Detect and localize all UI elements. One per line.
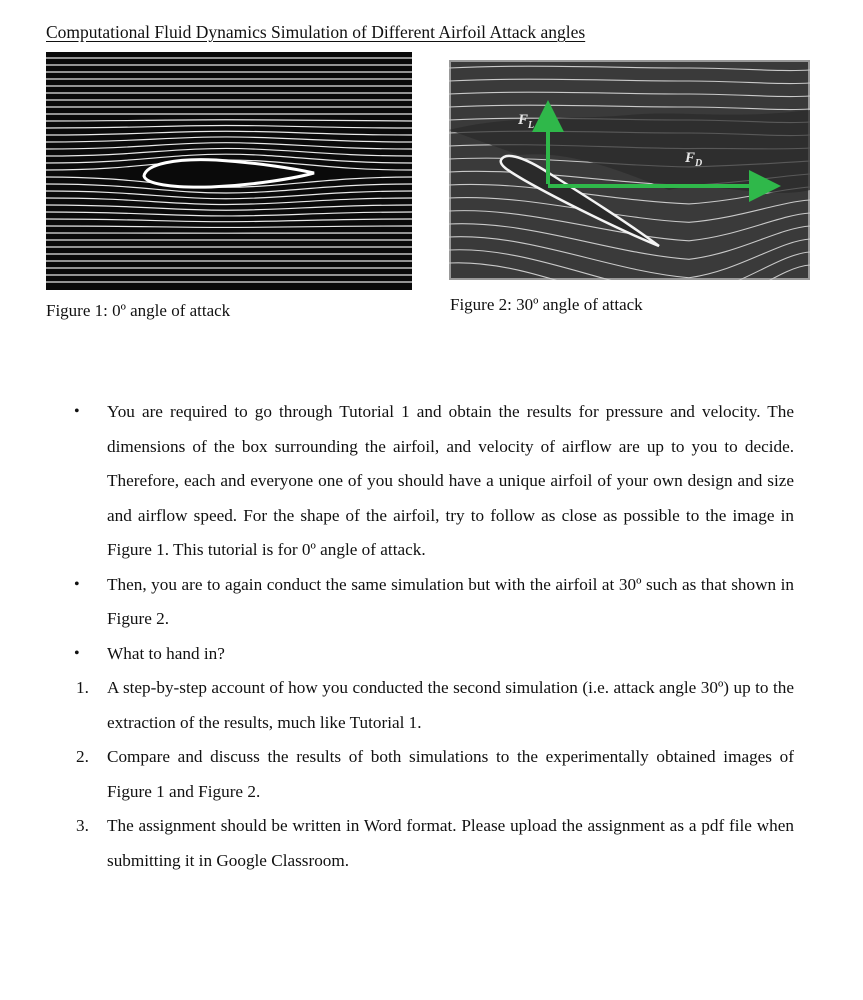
bullet-marker: • <box>74 575 80 593</box>
bullet-text: What to hand in? <box>107 643 225 663</box>
bullet-item <box>46 395 794 568</box>
bullet-item <box>46 637 794 672</box>
figure-1-caption: Figure 1: 0º angle of attack <box>46 301 231 320</box>
drag-label: $F_D$ <box>685 150 703 169</box>
bullet-marker: • <box>74 644 80 662</box>
lift-label: $F_L$ <box>518 112 535 131</box>
document-title: Computational Fluid Dynamics Simulation of Different Airfoil Attack angles <box>46 22 586 42</box>
figure-1-image <box>46 52 412 290</box>
figure-2-flow-graphic <box>449 60 810 280</box>
number-marker: 3. <box>76 816 89 835</box>
figure-2-image <box>449 60 810 280</box>
numbered-text: The assignment should be written in Word format. Please upload the assignment as a pdf file when submitting it in Google Classroom. <box>107 816 794 870</box>
number-marker: 2. <box>76 747 89 766</box>
figure-2-caption: Figure 2: 30º angle of attack <box>450 295 643 314</box>
numbered-item <box>46 809 794 878</box>
bullet-item <box>46 568 794 637</box>
bullet-text: Then, you are to again conduct the same simulation but with the airfoil at 30º such as that shown in Figure 2. <box>107 574 794 628</box>
bullet-marker: • <box>74 403 80 420</box>
number-marker: 1. <box>76 678 89 697</box>
figure-1-streamline-graphic <box>46 52 412 290</box>
bullet-text: You are required to go through Tutorial 1 and obtain the results for pressure and velocity. The dimensions of the box surrounding the airfoil, and velocity of airflow are up to you to decide. Therefore, each and everyone one of you should have a unique airfoil of your own design and size and airflow speed. For the shape of the airfoil, try to follow as close as possible to the image in Figure 1. This tutorial is for 0º angle of attack. <box>107 402 794 559</box>
numbered-text: Compare and discuss the results of both simulations to the experimentally obtained images of Figure 1 and Figure 2. <box>107 747 794 801</box>
numbered-text: A step-by-step account of how you conducted the second simulation (i.e. attack angle 30º) up to the extraction of the results, much like Tutorial 1. <box>107 678 794 732</box>
instructions-list <box>46 395 794 878</box>
numbered-item <box>46 671 794 740</box>
numbered-item <box>46 740 794 809</box>
